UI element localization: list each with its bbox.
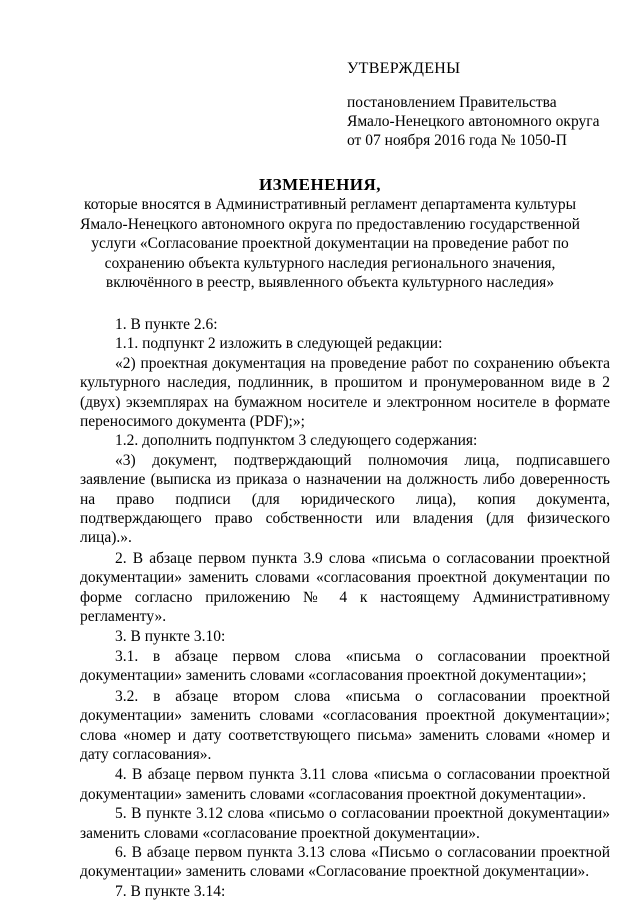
document-body bbox=[80, 315, 610, 901]
document-title: ИЗМЕНЕНИЯ, bbox=[258, 175, 382, 194]
approval-line-1: постановлением Правительства bbox=[347, 94, 557, 111]
subtitle-line-5: включённого в реестр, выявленного объекта культурного наследия» bbox=[105, 274, 555, 291]
paragraph-1-1: 1.1. подпункт 2 изложить в следующей редакции: bbox=[115, 335, 443, 353]
paragraph-1: 1. В пункте 2.6: bbox=[115, 316, 218, 333]
paragraph-5: 5. В пункте 3.12 слова «письмо о согласовании проектной документации» заменить словами «согласование проектной документации». bbox=[80, 805, 610, 842]
paragraph-3-2: 3.2. в абзаце втором слова «письма о согласовании проектной документации» заменить словами «согласования проектной документации»; слова «номер и дату соответствующего письма» заменить словами «номер и дату согласования». bbox=[80, 687, 610, 763]
subtitle-line-1: которые вносятся в Административный регламент департамента культуры bbox=[84, 196, 576, 213]
subtitle-line-3: услуги «Согласование проектной документации на проведение работ по bbox=[91, 235, 569, 252]
paragraph-3: 3. В пункте 3.10: bbox=[115, 627, 226, 645]
paragraph-6: 6. В абзаце первом пункта 3.13 слова «Письмо о согласовании проектной документации» заменить словами «Согласование проектной документации». bbox=[80, 843, 610, 881]
paragraph-4: 4. В абзаце первом пункта 3.11 слова «письма о согласовании проектной документации» заменить словами «согласования проектной документации». bbox=[80, 766, 610, 803]
subtitle-line-2: Ямало-Ненецкого автономного округа по предоставлению государственной bbox=[80, 215, 580, 233]
paragraph-3-1: 3.1. в абзаце первом слова «письма о согласовании проектной документации» заменить словами «согласования проектной документации»; bbox=[80, 647, 610, 685]
approval-line-3: от 07 ноября 2016 года № 1050-П bbox=[347, 132, 567, 149]
paragraph-3-quote: «3) документ, подтверждающий полномочия лица, подписавшего заявление (выписка из приказа о назначении на должность либо доверенность на право подписи (для юридического лица), копия документа, подтверждающего право собственности или владения (для физического лица).». bbox=[80, 451, 610, 547]
approval-line-2: Ямало-Ненецкого автономного округа bbox=[347, 113, 600, 130]
document-subtitle bbox=[50, 195, 610, 293]
approval-heading: УТВЕРЖДЕНЫ bbox=[347, 60, 461, 77]
paragraph-7: 7. В пункте 3.14: bbox=[115, 882, 226, 900]
paragraph-2: 2. В абзаце первом пункта 3.9 слова «письма о согласовании проектной документации» заменить словами «согласования проектной документации по форме согласно приложению № 4 к настоящему Административному регламенту». bbox=[80, 549, 610, 626]
approval-block bbox=[347, 93, 599, 150]
subtitle-line-4: сохранению объекта культурного наследия регионального значения, bbox=[104, 254, 556, 272]
paragraph-1-2: 1.2. дополнить подпунктом 3 следующего содержания: bbox=[115, 432, 478, 450]
paragraph-2-quote: «2) проектная документация на проведение работ по сохранению объекта культурного наследия, подлинник, в прошитом и пронумерованном виде в 2 (двух) экземплярах на бумажном носителе и электронном носителе в формате переносимого документа (PDF);»; bbox=[80, 354, 610, 431]
